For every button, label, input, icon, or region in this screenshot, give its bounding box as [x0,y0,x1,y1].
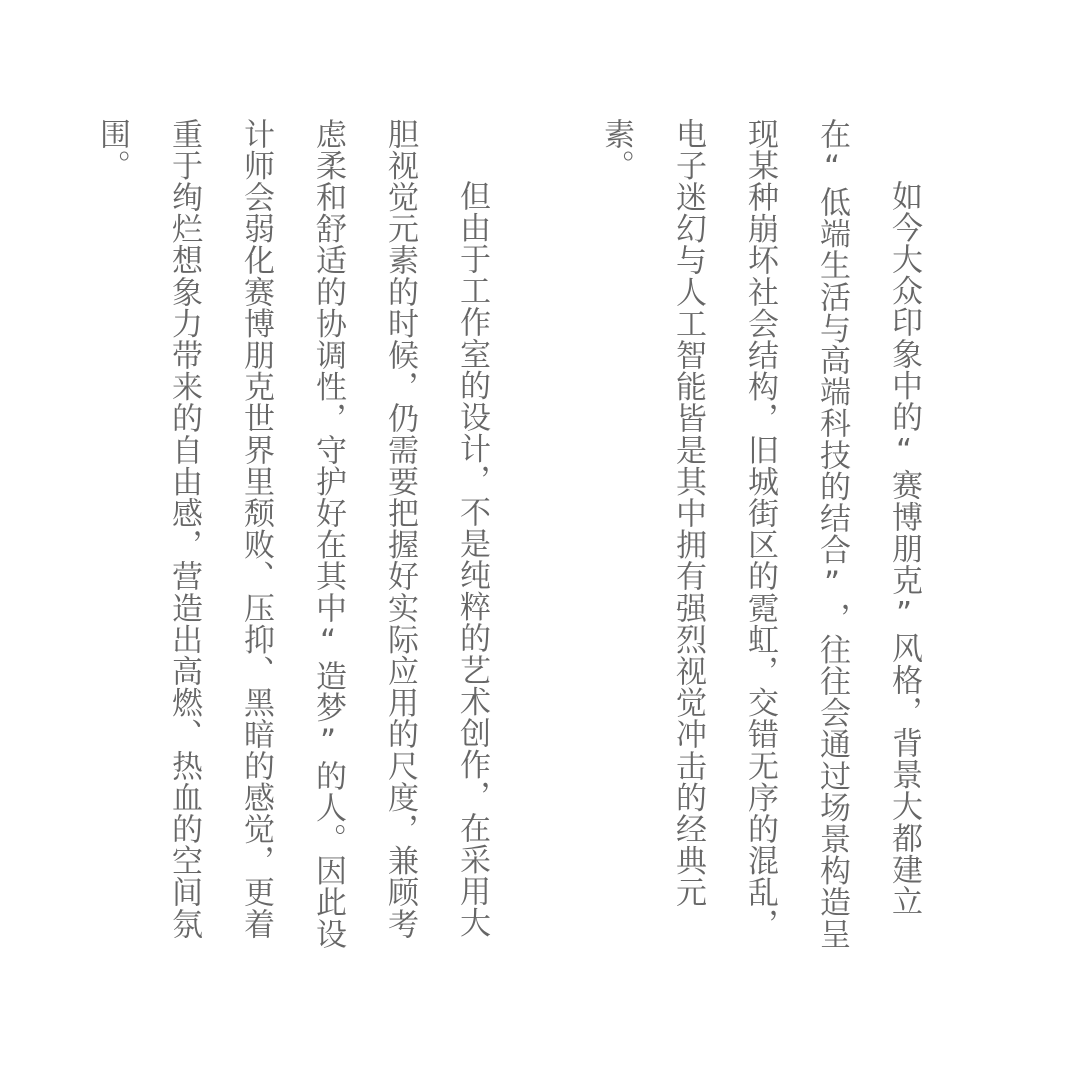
paragraph-2: 但由于工作室的设计，不是纯粹的艺术创作，在采用大胆视觉元素的时候，仍需要把握好实际应用的尺度，兼顾考虑柔和舒适的协调性，守护好在其中“造梦”的人。因此设计师会弱化赛博朋克世界里颓败、压抑、黑暗的感觉，更着重于绚烂想象力带来的自由感，营造出高燃、热血的空间氛围。 [94,118,490,950]
paragraph-1: 如今大众印象中的“赛博朋克”风格，背景大都建立在“低端生活与高端科技的结合”，往往会通过场景构造呈现某种崩坏社会结构，旧城街区的霓虹，交错无序的混乱，电子迷幻与人工智能皆是其中拥有强烈视觉冲击的经典元素。 [598,118,922,950]
vertical-text-block [76,118,940,958]
